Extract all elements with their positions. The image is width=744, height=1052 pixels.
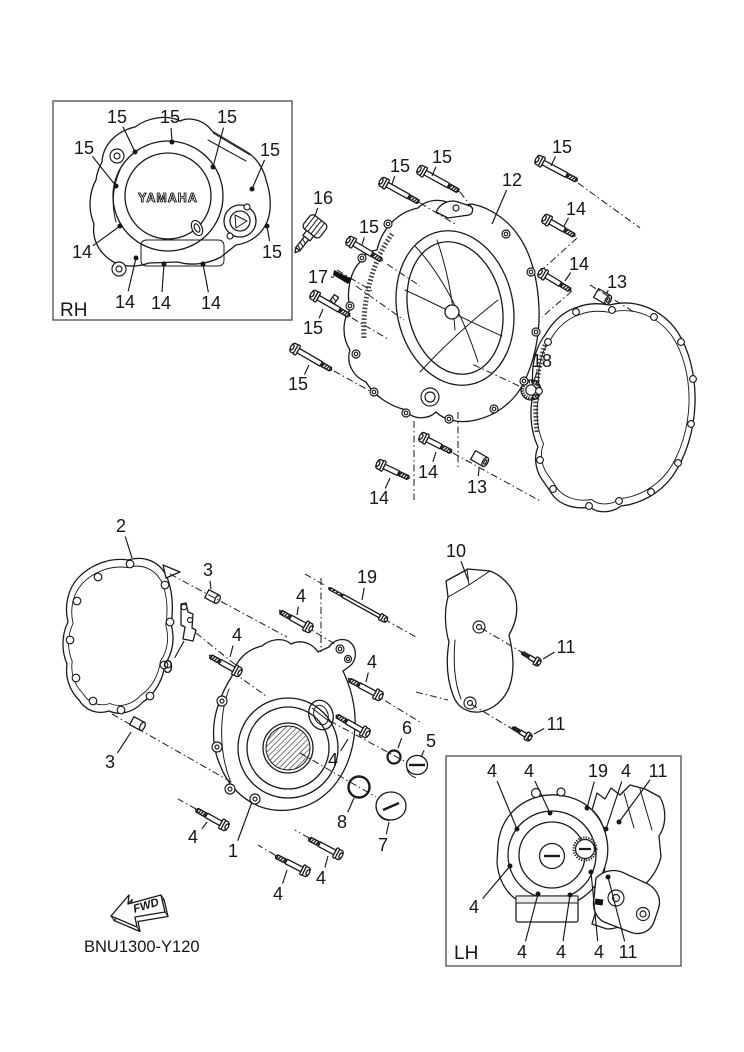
gasket2-hole <box>72 674 80 682</box>
callout-leader <box>398 738 402 748</box>
callout-dot <box>604 827 609 832</box>
callout-leader <box>125 536 132 558</box>
callout-8: 8 <box>336 812 348 832</box>
lh-engine-drawing <box>497 785 665 934</box>
cover12-rim-hole <box>386 222 390 226</box>
callout-4: 4 <box>468 897 480 917</box>
dash-line <box>416 692 448 700</box>
callout-leader <box>534 729 544 734</box>
callout-leader <box>478 468 479 476</box>
callout-11: 11 <box>648 761 668 781</box>
gasket2-hole <box>161 581 169 589</box>
bolt <box>377 176 422 207</box>
right-gasket-hole <box>651 314 658 321</box>
callout-15: 15 <box>159 107 181 127</box>
callout-dot <box>606 875 611 880</box>
cover1-lug-hole <box>228 787 232 791</box>
bolt <box>415 164 461 196</box>
callout-leader <box>362 237 364 245</box>
callout-17: 17 <box>307 267 329 287</box>
dash-line <box>384 619 416 637</box>
callout-leader <box>366 673 368 682</box>
callout-11: 11 <box>546 714 566 734</box>
bracket-9-drawing <box>181 603 196 641</box>
right-gasket-hole <box>545 339 552 346</box>
callout-dot <box>201 262 206 267</box>
right-gasket-hole <box>573 309 580 316</box>
callout-14: 14 <box>565 199 587 219</box>
bolt <box>374 458 411 483</box>
bolt <box>519 649 542 668</box>
callout-dot <box>250 187 255 192</box>
cover1-lug-hole <box>215 745 219 749</box>
callout-leader <box>210 581 211 589</box>
callout-11: 11 <box>556 637 576 657</box>
cover12-rim-hole <box>354 352 358 356</box>
callout-dot <box>114 184 119 189</box>
callout-4: 4 <box>523 761 535 781</box>
callout-2: 2 <box>115 516 127 536</box>
callout-dot <box>118 224 123 229</box>
callout-4: 4 <box>272 884 284 904</box>
yamaha-logo-text: YAMAHA <box>138 191 198 205</box>
callout-leader <box>385 478 390 488</box>
callout-leader <box>315 208 318 216</box>
callout-12: 12 <box>501 170 523 190</box>
callout-15: 15 <box>431 147 453 167</box>
callout-leader <box>392 176 395 184</box>
callout-dot <box>508 864 513 869</box>
bolt <box>273 851 312 878</box>
cover12-rim-hole <box>360 256 364 260</box>
dash-line <box>305 574 326 586</box>
cover12-rim-hole <box>529 270 533 274</box>
callout-leader <box>325 856 328 868</box>
callout-leader <box>319 309 323 318</box>
callout-4: 4 <box>187 827 199 847</box>
callout-9: 9 <box>162 657 174 677</box>
cover12-rim-hole <box>372 390 376 394</box>
bolt <box>510 724 533 743</box>
callout-leader <box>362 588 364 600</box>
oring-6-drawing <box>388 751 401 764</box>
cover12-rim-hole <box>348 304 352 308</box>
bolt <box>327 585 389 624</box>
dash-line <box>258 845 275 855</box>
right-gasket-hole <box>616 498 623 505</box>
cover12-rim-hole <box>522 379 526 383</box>
callout-4: 4 <box>516 942 528 962</box>
callout-dot <box>515 827 520 832</box>
callout-dot <box>211 165 216 170</box>
callout-15: 15 <box>261 242 283 262</box>
bolt <box>277 607 315 634</box>
callout-15: 15 <box>302 318 324 338</box>
gasket2-hole <box>89 697 97 705</box>
callout-15: 15 <box>389 156 411 176</box>
callout-leader <box>297 607 298 615</box>
bolt <box>288 342 334 375</box>
callout-leader <box>534 371 537 381</box>
right-gasket-hole <box>688 421 695 428</box>
callout-15: 15 <box>73 138 95 158</box>
callout-14: 14 <box>150 293 172 313</box>
cover12-rim-hole <box>404 411 408 415</box>
gasket2-hole <box>117 706 125 714</box>
callout-leader <box>230 645 233 657</box>
callout-7: 7 <box>377 835 389 855</box>
callout-19: 19 <box>356 567 378 587</box>
callout-4: 4 <box>620 761 632 781</box>
callout-leader <box>564 218 569 226</box>
callout-14: 14 <box>368 488 390 508</box>
right-gasket-hole <box>678 339 685 346</box>
callout-dot <box>133 150 138 155</box>
right-gasket-hole <box>536 388 543 395</box>
right-gasket-hole <box>675 460 682 467</box>
callout-3: 3 <box>104 752 116 772</box>
rh-label: RH <box>60 300 88 321</box>
callout-13: 13 <box>466 477 488 497</box>
callout-4: 4 <box>366 652 378 672</box>
dash-line <box>542 291 572 317</box>
callout-3: 3 <box>202 560 214 580</box>
callout-1: 1 <box>227 841 239 861</box>
right-gasket-hole <box>586 503 593 510</box>
callout-dot <box>568 893 573 898</box>
callout-leader <box>348 798 354 812</box>
cover1-lug-hole <box>253 797 257 801</box>
cover-plug-7-drawing <box>376 792 406 821</box>
cover12-rim-hole <box>534 330 538 334</box>
right-gasket-hole <box>690 376 697 383</box>
callout-leader <box>162 264 164 292</box>
callout-leader <box>202 822 207 829</box>
screw-plug-5-drawing <box>407 756 428 778</box>
callout-4: 4 <box>555 942 567 962</box>
gasket2-hole <box>66 636 74 644</box>
callout-14: 14 <box>114 292 136 312</box>
right-gasket-hole <box>648 489 655 496</box>
callout-leader <box>283 870 287 884</box>
figure-code: BNU1300-Y120 <box>84 938 200 956</box>
callout-15: 15 <box>287 374 309 394</box>
callout-15: 15 <box>216 107 238 127</box>
callout-4: 4 <box>327 750 339 770</box>
callout-leader <box>543 652 554 659</box>
callout-dot <box>548 811 553 816</box>
lh-label: LH <box>454 943 479 964</box>
bolt <box>536 267 573 295</box>
oil-filler-cap-16-drawing <box>286 213 328 259</box>
callout-4: 4 <box>231 625 243 645</box>
gasket2-hole <box>166 618 174 626</box>
right-gasket-hole <box>550 486 557 493</box>
fwd-label: FWD <box>131 896 161 916</box>
callout-leader <box>117 732 131 753</box>
cover12-rim-hole <box>504 232 508 236</box>
callout-15: 15 <box>259 140 281 160</box>
callout-14: 14 <box>200 293 222 313</box>
callout-dot <box>162 262 167 267</box>
callout-dot <box>536 892 541 897</box>
callout-4: 4 <box>486 761 498 781</box>
sprocket-cover-10-drawing <box>445 569 516 712</box>
dash-line <box>295 830 309 838</box>
callout-5: 5 <box>425 731 437 751</box>
bolt <box>306 834 345 861</box>
callout-leader <box>203 264 208 292</box>
callout-14: 14 <box>417 462 439 482</box>
callout-leader <box>386 822 389 834</box>
callout-leader <box>421 750 424 757</box>
callout-leader <box>433 452 436 462</box>
callout-dot <box>170 140 175 145</box>
callout-dot <box>617 820 622 825</box>
callout-4: 4 <box>295 586 307 606</box>
callout-dot <box>589 870 594 875</box>
callout-15: 15 <box>551 137 573 157</box>
right-gasket-hole <box>537 457 544 464</box>
rh-inset <box>53 101 292 321</box>
callout-dot <box>265 224 270 229</box>
bolt <box>193 805 231 832</box>
gasket2-hole <box>94 573 102 581</box>
callout-16: 16 <box>312 188 334 208</box>
bolt <box>533 154 580 186</box>
callout-15: 15 <box>106 107 128 127</box>
right-gasket-drawing <box>531 303 695 512</box>
fwd-arrow <box>111 895 168 932</box>
callout-leader <box>238 802 252 841</box>
left-cover-1-drawing <box>214 640 356 811</box>
callout-19: 19 <box>587 761 609 781</box>
gasket2-hole <box>126 560 134 568</box>
callout-15: 15 <box>358 217 380 237</box>
callout-dot <box>585 806 590 811</box>
callout-4: 4 <box>593 942 605 962</box>
right-gasket-hole <box>609 307 616 314</box>
dash-line <box>578 183 640 228</box>
callout-11: 11 <box>618 942 638 962</box>
callout-18: 18 <box>531 351 553 371</box>
callout-4: 4 <box>315 868 327 888</box>
callout-14: 14 <box>71 242 93 262</box>
callout-dot <box>134 256 139 261</box>
callout-leader <box>175 641 184 658</box>
cover1-lug-hole <box>220 699 224 703</box>
cover12-rim-hole <box>492 407 496 411</box>
cover12-rim-hole <box>447 417 451 421</box>
gasket2-hole <box>146 692 154 700</box>
callout-14: 14 <box>568 254 590 274</box>
callout-13: 13 <box>606 272 628 292</box>
gasket2-hole <box>73 597 81 605</box>
dowel-13b-drawing <box>471 451 490 468</box>
callout-6: 6 <box>401 718 413 738</box>
callout-10: 10 <box>445 541 467 561</box>
dash-line <box>178 799 196 809</box>
